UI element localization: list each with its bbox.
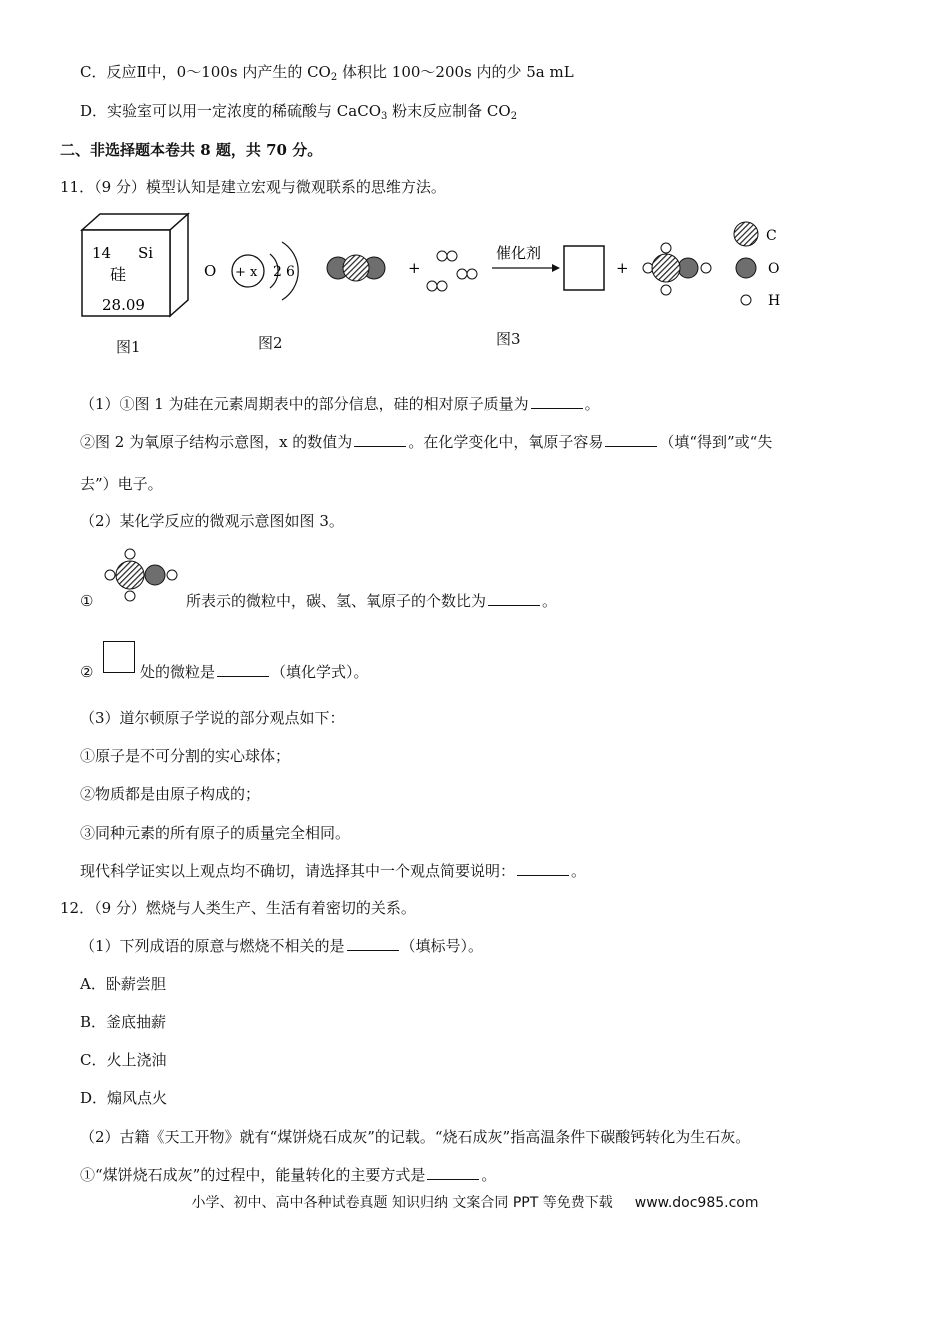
figure-3-caption: 图3 — [496, 330, 521, 348]
answer-blank[interactable] — [531, 394, 583, 409]
q11-part2: （2）某化学反应的微观示意图如图 3。 — [80, 512, 344, 530]
q12-option-d: D．煽风点火 — [80, 1089, 168, 1107]
footer-text: 小学、初中、高中各种试卷真题 知识归纳 文案合同 PPT 等免费下载 — [191, 1195, 613, 1211]
figure-3-reaction — [318, 218, 798, 318]
atomic-mass: 28.09 — [102, 296, 145, 314]
answer-blank[interactable] — [354, 432, 406, 447]
q12-part1: （1）下列成语的原意与燃烧不相关的是 （填标号）。 — [80, 937, 484, 955]
q11-part2-a: 所表示的微粒中，碳、氢、氧原子的个数比为 。 — [186, 592, 558, 610]
legend-o: O — [768, 261, 780, 277]
question-12-stem: 12．（9 分）燃烧与人类生产、生活有着密切的关系。 — [60, 899, 416, 917]
ch3oh-molecule — [643, 243, 711, 295]
option-c: C．反应Ⅱ中，0～100s 内产生的 $CO_2$ 体积比 100～200s 内的少 5a mL — [80, 63, 574, 83]
co2-molecule — [327, 255, 385, 281]
answer-blank[interactable] — [605, 432, 657, 447]
option-d: D．实验室可以用一定浓度的稀硫酸与 CaCO$_3$ 粉末反应制备 $CO_2$ — [80, 102, 518, 122]
element-symbol: Si — [138, 244, 154, 262]
question-11-stem: 11．（9 分）模型认知是建立宏观与微观联系的思维方法。 — [60, 178, 446, 196]
shell-2-electrons: 6 — [286, 264, 295, 280]
footer-url[interactable]: www.doc985.com — [634, 1195, 759, 1211]
ch3oh-inline-figure — [100, 546, 182, 606]
q12-option-a: A．卧薪尝胆 — [80, 975, 166, 993]
plus-sign-2: + — [616, 259, 629, 277]
q12-option-c: C．火上浇油 — [80, 1051, 167, 1069]
nucleus-charge: + x — [235, 265, 258, 280]
q11-part2-b-num: ② — [80, 663, 94, 681]
answer-blank[interactable] — [347, 936, 399, 951]
figure-1-element-tile — [80, 212, 192, 322]
atomic-number: 14 — [92, 244, 112, 262]
legend-h: H — [768, 293, 781, 309]
arrow-head — [552, 264, 560, 272]
answer-blank[interactable] — [217, 662, 269, 677]
q11-part3-prompt: 现代科学证实以上观点均不确切，请选择其中一个观点简要说明： 。 — [80, 862, 587, 880]
q11-part2-b: 处的微粒是 （填化学式）。 — [140, 663, 369, 681]
q11-part3: （3）道尔顿原子学说的部分观点如下： — [80, 709, 345, 727]
q12-part2-a: ①“煤饼烧石成灰”的过程中，能量转化的主要方式是 。 — [80, 1166, 497, 1184]
unknown-particle-box — [103, 641, 135, 673]
answer-blank[interactable] — [488, 591, 540, 606]
answer-blank[interactable] — [427, 1165, 479, 1180]
figure-2-caption: 图2 — [258, 334, 283, 352]
figure-2-atom-structure — [198, 226, 308, 316]
dalton-view-1: ①原子是不可分割的实心球体； — [80, 747, 291, 765]
q12-part2: （2）古籍《天工开物》就有“煤饼烧石成灰”的记载。“烧石成灰”指高温条件下碳酸钙转化为生石灰。 — [80, 1128, 751, 1146]
q11-part1-b-cont: 去”）电子。 — [80, 475, 163, 493]
q12-option-b: B．釜底抽薪 — [80, 1013, 167, 1031]
q11-part1-a: （1）①图 1 为硅在元素周期表中的部分信息，硅的相对原子质量为 。 — [80, 395, 600, 413]
element-name: 硅 — [110, 265, 127, 284]
section-heading: 二、非选择题本卷共 8 题，共 70 分。 — [60, 141, 323, 159]
answer-blank[interactable] — [517, 861, 569, 876]
plus-sign-1: + — [408, 259, 421, 277]
element-o-label: O — [204, 262, 217, 280]
unknown-product-box — [564, 246, 604, 290]
q11-part2-a-num: ① — [80, 592, 94, 610]
legend-c: C — [766, 228, 777, 244]
shell-1-electrons: 2 — [273, 264, 282, 280]
atom-legend — [734, 222, 780, 309]
q11-part1-b: ②图 2 为氧原子结构示意图，x 的数值为 。在化学变化中，氧原子容易 （填“得到”或“失 — [80, 433, 773, 451]
dalton-view-2: ②物质都是由原子构成的； — [80, 785, 261, 803]
page-footer — [0, 1192, 950, 1212]
dalton-view-3: ③同种元素的所有原子的质量完全相同。 — [80, 824, 351, 842]
catalyst-label: 催化剂 — [496, 244, 542, 262]
figure-1-caption: 图1 — [116, 338, 141, 356]
h2-molecules — [427, 251, 477, 291]
